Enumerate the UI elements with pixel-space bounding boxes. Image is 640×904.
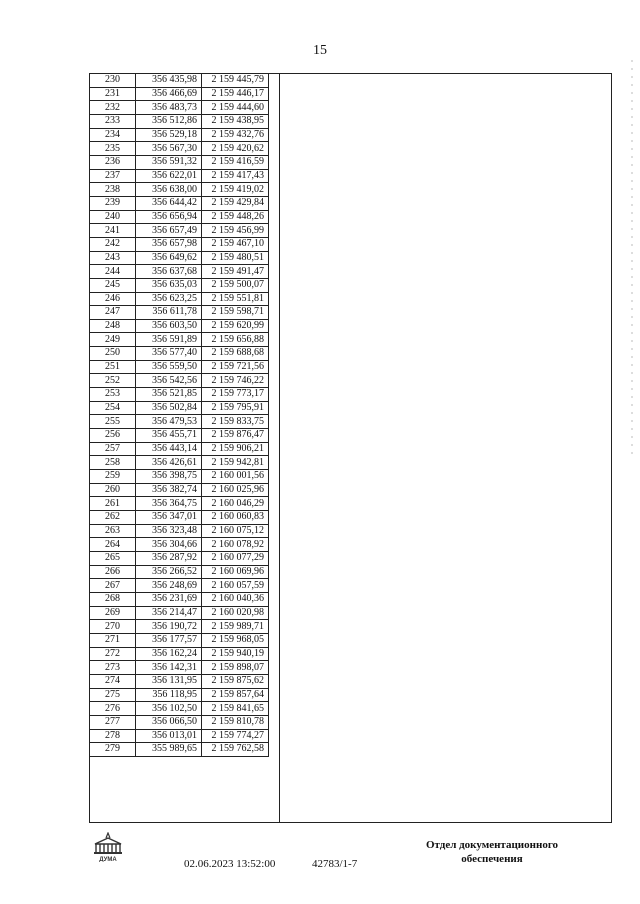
table-row <box>90 579 269 593</box>
table-row <box>90 524 269 538</box>
page-number: 15 <box>313 43 327 58</box>
x-coordinate-cell: 355 989,65 <box>136 743 202 757</box>
table-row <box>90 497 269 511</box>
x-coordinate-cell: 356 066,50 <box>136 715 202 729</box>
point-number-cell: 246 <box>90 292 136 306</box>
y-coordinate-cell: 2 159 773,17 <box>202 388 269 402</box>
table-row <box>90 87 269 101</box>
table-row <box>90 538 269 552</box>
table-row <box>90 442 269 456</box>
y-coordinate-cell: 2 159 774,27 <box>202 729 269 743</box>
table-row <box>90 114 269 128</box>
x-coordinate-cell: 356 521,85 <box>136 388 202 402</box>
point-number-cell: 261 <box>90 497 136 511</box>
point-number-cell: 242 <box>90 237 136 251</box>
point-number-cell: 265 <box>90 551 136 565</box>
x-coordinate-cell: 356 466,69 <box>136 87 202 101</box>
point-number-cell: 276 <box>90 702 136 716</box>
point-number-cell: 245 <box>90 278 136 292</box>
y-coordinate-cell: 2 159 420,62 <box>202 142 269 156</box>
table-row <box>90 592 269 606</box>
table-row <box>90 415 269 429</box>
point-number-cell: 250 <box>90 347 136 361</box>
x-coordinate-cell: 356 214,47 <box>136 606 202 620</box>
point-number-cell: 260 <box>90 483 136 497</box>
point-number-cell: 253 <box>90 388 136 402</box>
table-row <box>90 429 269 443</box>
table-row <box>90 306 269 320</box>
x-coordinate-cell: 356 644,42 <box>136 196 202 210</box>
x-coordinate-cell: 356 559,50 <box>136 360 202 374</box>
coordinates-table-body <box>90 74 269 757</box>
point-number-cell: 257 <box>90 442 136 456</box>
point-number-cell: 266 <box>90 565 136 579</box>
table-divider <box>279 73 280 823</box>
x-coordinate-cell: 356 118,95 <box>136 688 202 702</box>
x-coordinate-cell: 356 622,01 <box>136 169 202 183</box>
point-number-cell: 232 <box>90 101 136 115</box>
table-row <box>90 729 269 743</box>
y-coordinate-cell: 2 159 656,88 <box>202 333 269 347</box>
x-coordinate-cell: 356 512,86 <box>136 114 202 128</box>
emblem-label: ДУМА <box>99 857 117 862</box>
y-coordinate-cell: 2 159 419,02 <box>202 183 269 197</box>
table-row <box>90 661 269 675</box>
coordinates-table <box>89 73 269 757</box>
x-coordinate-cell: 356 131,95 <box>136 674 202 688</box>
point-number-cell: 247 <box>90 306 136 320</box>
point-number-cell: 268 <box>90 592 136 606</box>
table-row <box>90 155 269 169</box>
point-number-cell: 244 <box>90 265 136 279</box>
x-coordinate-cell: 356 162,24 <box>136 647 202 661</box>
y-coordinate-cell: 2 159 810,78 <box>202 715 269 729</box>
x-coordinate-cell: 356 266,52 <box>136 565 202 579</box>
table-row <box>90 606 269 620</box>
y-coordinate-cell: 2 160 075,12 <box>202 524 269 538</box>
table-row <box>90 128 269 142</box>
point-number-cell: 233 <box>90 114 136 128</box>
point-number-cell: 256 <box>90 429 136 443</box>
x-coordinate-cell: 356 591,89 <box>136 333 202 347</box>
y-coordinate-cell: 2 159 688,68 <box>202 347 269 361</box>
point-number-cell: 274 <box>90 674 136 688</box>
y-coordinate-cell: 2 159 989,71 <box>202 620 269 634</box>
x-coordinate-cell: 356 611,78 <box>136 306 202 320</box>
x-coordinate-cell: 356 635,03 <box>136 278 202 292</box>
y-coordinate-cell: 2 160 078,92 <box>202 538 269 552</box>
y-coordinate-cell: 2 159 446,17 <box>202 87 269 101</box>
department-name <box>402 838 582 866</box>
footer-datetime: 02.06.2023 13:52:00 <box>184 858 276 870</box>
y-coordinate-cell: 2 159 417,43 <box>202 169 269 183</box>
table-row <box>90 456 269 470</box>
table-row <box>90 388 269 402</box>
table-row <box>90 251 269 265</box>
point-number-cell: 272 <box>90 647 136 661</box>
y-coordinate-cell: 2 160 001,56 <box>202 470 269 484</box>
point-number-cell: 251 <box>90 360 136 374</box>
scan-edge-mark <box>630 60 634 460</box>
point-number-cell: 240 <box>90 210 136 224</box>
table-row <box>90 470 269 484</box>
point-number-cell: 237 <box>90 169 136 183</box>
table-row <box>90 483 269 497</box>
table-row <box>90 743 269 757</box>
y-coordinate-cell: 2 159 456,99 <box>202 224 269 238</box>
point-number-cell: 252 <box>90 374 136 388</box>
x-coordinate-cell: 356 013,01 <box>136 729 202 743</box>
x-coordinate-cell: 356 304,66 <box>136 538 202 552</box>
y-coordinate-cell: 2 160 057,59 <box>202 579 269 593</box>
table-row <box>90 265 269 279</box>
y-coordinate-cell: 2 159 448,26 <box>202 210 269 224</box>
y-coordinate-cell: 2 159 551,81 <box>202 292 269 306</box>
table-row <box>90 647 269 661</box>
y-coordinate-cell: 2 159 500,07 <box>202 278 269 292</box>
point-number-cell: 241 <box>90 224 136 238</box>
x-coordinate-cell: 356 591,32 <box>136 155 202 169</box>
x-coordinate-cell: 356 638,00 <box>136 183 202 197</box>
table-row <box>90 551 269 565</box>
x-coordinate-cell: 356 398,75 <box>136 470 202 484</box>
table-row <box>90 347 269 361</box>
y-coordinate-cell: 2 159 942,81 <box>202 456 269 470</box>
y-coordinate-cell: 2 159 906,21 <box>202 442 269 456</box>
y-coordinate-cell: 2 160 060,83 <box>202 511 269 525</box>
y-coordinate-cell: 2 159 620,99 <box>202 319 269 333</box>
department-line-1: Отдел документационного <box>425 839 559 851</box>
table-row <box>90 401 269 415</box>
y-coordinate-cell: 2 159 762,58 <box>202 743 269 757</box>
table-row <box>90 715 269 729</box>
x-coordinate-cell: 356 364,75 <box>136 497 202 511</box>
table-row <box>90 702 269 716</box>
y-coordinate-cell: 2 159 746,22 <box>202 374 269 388</box>
point-number-cell: 269 <box>90 606 136 620</box>
x-coordinate-cell: 356 657,49 <box>136 224 202 238</box>
y-coordinate-cell: 2 160 069,96 <box>202 565 269 579</box>
department-line-2: обеспечения <box>461 853 523 865</box>
x-coordinate-cell: 356 287,92 <box>136 551 202 565</box>
table-row <box>90 360 269 374</box>
x-coordinate-cell: 356 657,98 <box>136 237 202 251</box>
point-number-cell: 263 <box>90 524 136 538</box>
table-row <box>90 142 269 156</box>
table-row <box>90 278 269 292</box>
footer-doc-code: 42783/1-7 <box>312 858 358 870</box>
point-number-cell: 277 <box>90 715 136 729</box>
table-row <box>90 511 269 525</box>
point-number-cell: 235 <box>90 142 136 156</box>
table-row <box>90 374 269 388</box>
point-number-cell: 270 <box>90 620 136 634</box>
y-coordinate-cell: 2 159 968,05 <box>202 633 269 647</box>
y-coordinate-cell: 2 159 598,71 <box>202 306 269 320</box>
y-coordinate-cell: 2 159 721,56 <box>202 360 269 374</box>
x-coordinate-cell: 356 248,69 <box>136 579 202 593</box>
x-coordinate-cell: 356 577,40 <box>136 347 202 361</box>
x-coordinate-cell: 356 529,18 <box>136 128 202 142</box>
x-coordinate-cell: 356 443,14 <box>136 442 202 456</box>
duma-emblem-icon <box>90 832 126 862</box>
y-coordinate-cell: 2 159 438,95 <box>202 114 269 128</box>
table-row <box>90 633 269 647</box>
y-coordinate-cell: 2 160 077,29 <box>202 551 269 565</box>
point-number-cell: 273 <box>90 661 136 675</box>
y-coordinate-cell: 2 159 841,65 <box>202 702 269 716</box>
x-coordinate-cell: 356 567,30 <box>136 142 202 156</box>
y-coordinate-cell: 2 159 898,07 <box>202 661 269 675</box>
y-coordinate-cell: 2 159 833,75 <box>202 415 269 429</box>
table-row <box>90 183 269 197</box>
y-coordinate-cell: 2 159 795,91 <box>202 401 269 415</box>
point-number-cell: 264 <box>90 538 136 552</box>
table-row <box>90 169 269 183</box>
table-row <box>90 319 269 333</box>
point-number-cell: 234 <box>90 128 136 142</box>
y-coordinate-cell: 2 160 040,36 <box>202 592 269 606</box>
x-coordinate-cell: 356 623,25 <box>136 292 202 306</box>
x-coordinate-cell: 356 479,53 <box>136 415 202 429</box>
point-number-cell: 238 <box>90 183 136 197</box>
y-coordinate-cell: 2 160 046,29 <box>202 497 269 511</box>
x-coordinate-cell: 356 177,57 <box>136 633 202 647</box>
x-coordinate-cell: 356 603,50 <box>136 319 202 333</box>
y-coordinate-cell: 2 159 491,47 <box>202 265 269 279</box>
x-coordinate-cell: 356 323,48 <box>136 524 202 538</box>
y-coordinate-cell: 2 159 940,19 <box>202 647 269 661</box>
table-row <box>90 333 269 347</box>
point-number-cell: 278 <box>90 729 136 743</box>
x-coordinate-cell: 356 102,50 <box>136 702 202 716</box>
x-coordinate-cell: 356 426,61 <box>136 456 202 470</box>
x-coordinate-cell: 356 637,68 <box>136 265 202 279</box>
table-row <box>90 688 269 702</box>
y-coordinate-cell: 2 159 444,60 <box>202 101 269 115</box>
y-coordinate-cell: 2 159 467,10 <box>202 237 269 251</box>
y-coordinate-cell: 2 159 445,79 <box>202 74 269 88</box>
x-coordinate-cell: 356 542,56 <box>136 374 202 388</box>
x-coordinate-cell: 356 502,84 <box>136 401 202 415</box>
y-coordinate-cell: 2 159 480,51 <box>202 251 269 265</box>
point-number-cell: 230 <box>90 74 136 88</box>
table-row <box>90 565 269 579</box>
table-row <box>90 620 269 634</box>
x-coordinate-cell: 356 656,94 <box>136 210 202 224</box>
x-coordinate-cell: 356 382,74 <box>136 483 202 497</box>
x-coordinate-cell: 356 435,98 <box>136 74 202 88</box>
y-coordinate-cell: 2 159 416,59 <box>202 155 269 169</box>
point-number-cell: 259 <box>90 470 136 484</box>
table-row <box>90 74 269 88</box>
table-row <box>90 237 269 251</box>
table-row <box>90 224 269 238</box>
y-coordinate-cell: 2 160 025,96 <box>202 483 269 497</box>
x-coordinate-cell: 356 190,72 <box>136 620 202 634</box>
y-coordinate-cell: 2 159 875,62 <box>202 674 269 688</box>
point-number-cell: 271 <box>90 633 136 647</box>
x-coordinate-cell: 356 142,31 <box>136 661 202 675</box>
x-coordinate-cell: 356 231,69 <box>136 592 202 606</box>
point-number-cell: 243 <box>90 251 136 265</box>
y-coordinate-cell: 2 160 020,98 <box>202 606 269 620</box>
point-number-cell: 255 <box>90 415 136 429</box>
y-coordinate-cell: 2 159 876,47 <box>202 429 269 443</box>
point-number-cell: 248 <box>90 319 136 333</box>
table-row <box>90 101 269 115</box>
point-number-cell: 254 <box>90 401 136 415</box>
point-number-cell: 239 <box>90 196 136 210</box>
x-coordinate-cell: 356 483,73 <box>136 101 202 115</box>
point-number-cell: 231 <box>90 87 136 101</box>
table-row <box>90 210 269 224</box>
point-number-cell: 267 <box>90 579 136 593</box>
point-number-cell: 275 <box>90 688 136 702</box>
y-coordinate-cell: 2 159 429,84 <box>202 196 269 210</box>
x-coordinate-cell: 356 347,01 <box>136 511 202 525</box>
point-number-cell: 279 <box>90 743 136 757</box>
point-number-cell: 258 <box>90 456 136 470</box>
point-number-cell: 236 <box>90 155 136 169</box>
x-coordinate-cell: 356 455,71 <box>136 429 202 443</box>
y-coordinate-cell: 2 159 857,64 <box>202 688 269 702</box>
table-row <box>90 292 269 306</box>
table-row <box>90 674 269 688</box>
table-row <box>90 196 269 210</box>
x-coordinate-cell: 356 649,62 <box>136 251 202 265</box>
y-coordinate-cell: 2 159 432,76 <box>202 128 269 142</box>
point-number-cell: 262 <box>90 511 136 525</box>
point-number-cell: 249 <box>90 333 136 347</box>
